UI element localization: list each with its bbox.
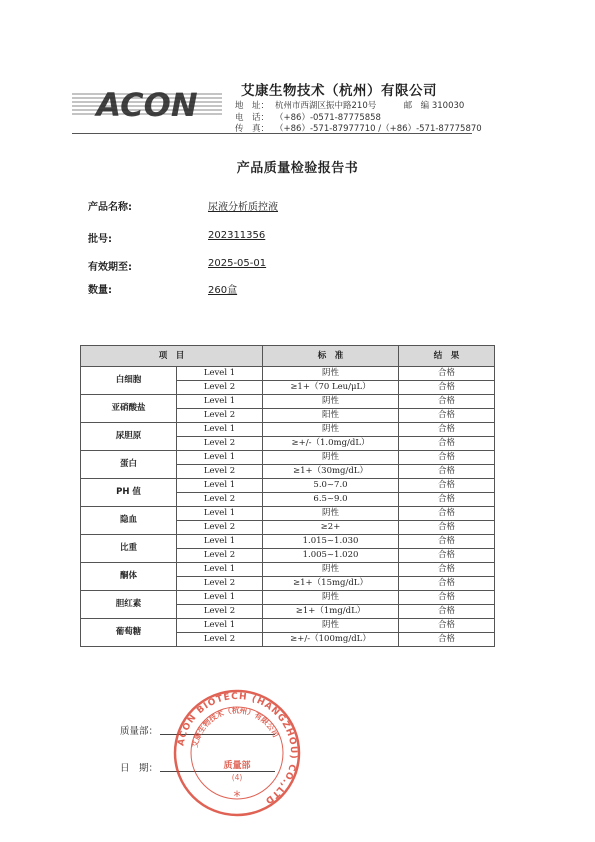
result-cell: 合格 [399,493,495,507]
item-cell: 尿胆原 [81,423,177,451]
result-cell: 合格 [399,605,495,619]
result-cell: 合格 [399,577,495,591]
result-cell: 合格 [399,479,495,493]
result-cell: 合格 [399,591,495,605]
level-cell: Level 1 [177,619,263,633]
letterhead-divider [72,133,472,134]
level-cell: Level 1 [177,367,263,381]
qc-table [80,345,495,647]
report-title: 产品质量检验报告书 [236,161,359,176]
result-cell: 合格 [399,367,495,381]
level-cell: Level 1 [177,507,263,521]
result-cell: 合格 [399,381,495,395]
company-name: 艾康生物技术（杭州）有限公司 [241,83,437,99]
table-row [81,563,495,577]
table-row [81,507,495,521]
quantity-label: 数量: [88,285,112,296]
standard-cell: 阴性 [263,507,399,521]
level-cell: Level 2 [177,521,263,535]
table-row [81,535,495,549]
item-cell: 比重 [81,535,177,563]
standard-cell: 6.5~9.0 [263,493,399,507]
result-cell: 合格 [399,451,495,465]
result-cell: 合格 [399,423,495,437]
table-row [81,591,495,605]
table-row [81,451,495,465]
company-seal [172,688,302,818]
table-row [81,423,495,437]
standard-cell: 1.005~1.020 [263,549,399,563]
result-cell: 合格 [399,619,495,633]
batch-label: 批号: [88,234,112,245]
standard-cell: 1.015~1.030 [263,535,399,549]
level-cell: Level 2 [177,577,263,591]
level-cell: Level 1 [177,535,263,549]
result-cell: 合格 [399,507,495,521]
table-row [81,367,495,381]
standard-cell: 阴性 [263,619,399,633]
table-row [81,479,495,493]
table-row [81,395,495,409]
seal-outer-text: ACON BIOTECH (HANGZHOU) CO.,LTD [176,691,299,806]
logo-text: ACON [96,90,198,120]
level-cell: Level 2 [177,409,263,423]
level-cell: Level 2 [177,437,263,451]
level-cell: Level 2 [177,549,263,563]
address-value: 杭州市西湖区振中路210号 [275,101,377,111]
expiry-label: 有效期至: [88,262,132,273]
acon-logo [72,90,222,120]
standard-cell: ≥+/-（100mg/dL） [263,633,399,647]
expiry-value: 2025-05-01 [208,258,267,269]
result-cell: 合格 [399,633,495,647]
level-cell: Level 1 [177,563,263,577]
result-cell: 合格 [399,437,495,451]
result-cell: 合格 [399,395,495,409]
product-name-value: 尿液分析质控液 [208,202,278,213]
postcode-label: 邮 编 [403,101,430,111]
item-cell: 酮体 [81,563,177,591]
item-cell: 胆红素 [81,591,177,619]
fax-value: （+86）-571-87977710 /（+86）-571-87775870 [275,124,482,134]
standard-cell: 阴性 [263,563,399,577]
standard-cell: 5.0~7.0 [263,479,399,493]
table-row [81,619,495,633]
level-cell: Level 2 [177,633,263,647]
standard-cell: ≥+/-（1.0mg/dL） [263,437,399,451]
level-cell: Level 2 [177,465,263,479]
seal-dept: 质量部 [223,761,251,771]
standard-cell: 阴性 [263,591,399,605]
result-cell: 合格 [399,563,495,577]
header-result: 结 果 [399,346,495,367]
item-cell: 蛋白 [81,451,177,479]
level-cell: Level 1 [177,591,263,605]
standard-cell: ≥1+（70 Leu/μL） [263,381,399,395]
level-cell: Level 2 [177,381,263,395]
fax-label: 传 真： [235,124,270,134]
seal-inner-text: 艾康生物技术（杭州）有限公司 [190,705,281,749]
result-cell: 合格 [399,409,495,423]
product-name-label: 产品名称: [88,202,132,213]
level-cell: Level 2 [177,493,263,507]
level-cell: Level 1 [177,451,263,465]
quantity-value: 260盒 [208,285,238,296]
level-cell: Level 1 [177,479,263,493]
table-header-row [81,346,495,367]
item-cell: 亚硝酸盐 [81,395,177,423]
batch-value: 202311356 [208,230,266,241]
address-line [235,99,464,111]
address-label: 地 址： [235,101,270,111]
date-label: 日 期： [120,763,159,774]
seal-star-icon: * [233,789,241,805]
standard-cell: ≥1+（30mg/dL） [263,465,399,479]
seal-number: (4) [231,773,243,782]
item-cell: 隐血 [81,507,177,535]
level-cell: Level 1 [177,423,263,437]
result-cell: 合格 [399,535,495,549]
standard-cell: ≥2+ [263,521,399,535]
result-cell: 合格 [399,549,495,563]
item-cell: 葡萄糖 [81,619,177,647]
header-item: 项 目 [81,346,263,367]
standard-cell: 阴性 [263,451,399,465]
standard-cell: ≥1+（15mg/dL） [263,577,399,591]
standard-cell: 阴性 [263,395,399,409]
result-cell: 合格 [399,465,495,479]
standard-cell: ≥1+（1mg/dL） [263,605,399,619]
item-cell: PH 值 [81,479,177,507]
phone-label: 电 话： [235,113,270,123]
standard-cell: 阴性 [263,367,399,381]
result-cell: 合格 [399,521,495,535]
level-cell: Level 1 [177,395,263,409]
postcode-value: 310030 [431,101,465,111]
level-cell: Level 2 [177,605,263,619]
standard-cell: 阴性 [263,423,399,437]
header-standard: 标 准 [263,346,399,367]
phone-value: （+86）-0571-87775858 [275,113,381,123]
standard-cell: 阳性 [263,409,399,423]
item-cell: 白细胞 [81,367,177,395]
qc-dept-label: 质量部： [120,726,159,737]
